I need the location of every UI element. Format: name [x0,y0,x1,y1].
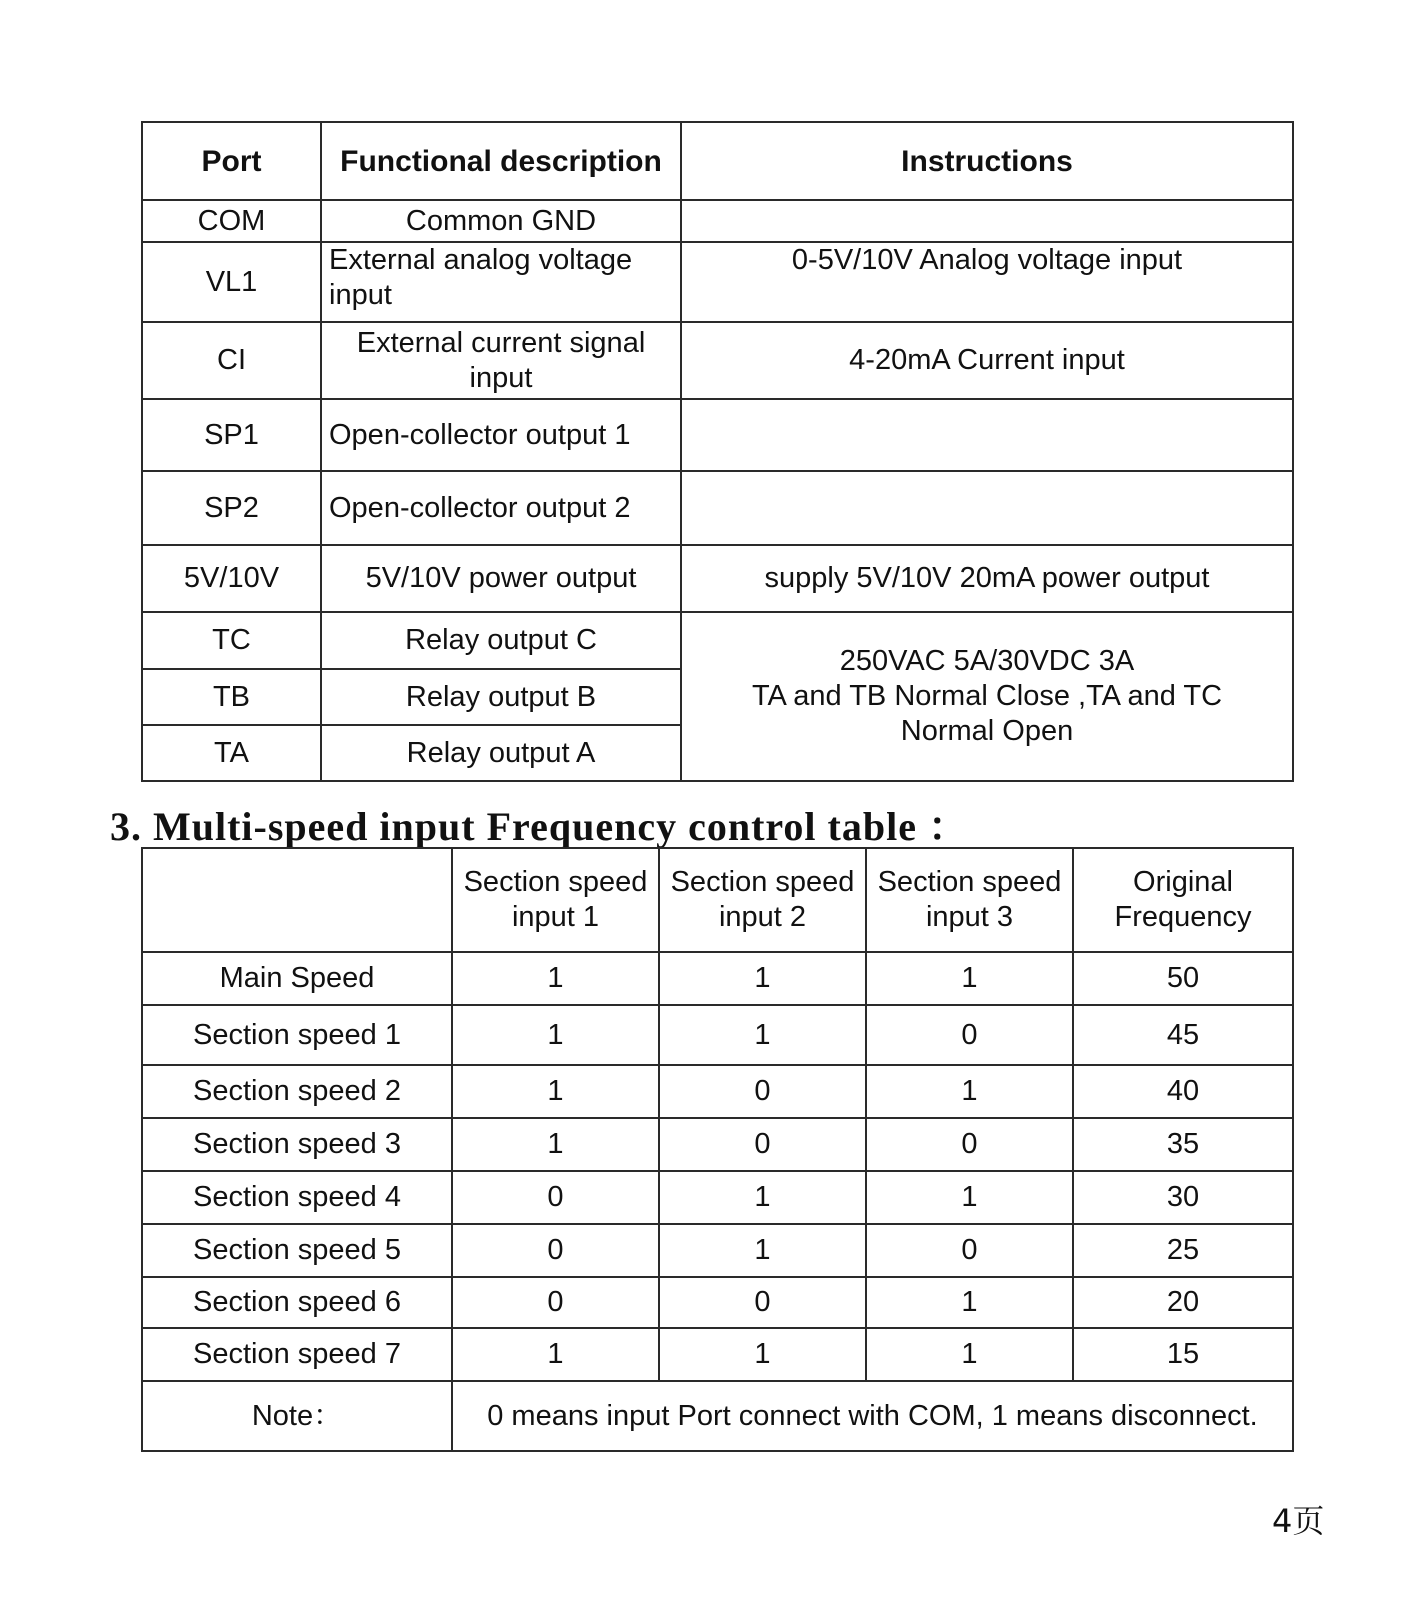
input-1-cell: 1 [452,1118,659,1171]
header-speed-input-2: Section speed input 2 [659,848,866,952]
input-2-cell: 0 [659,1277,866,1328]
header-port: Port [142,122,321,200]
speed-name-cell: Section speed 7 [142,1328,452,1381]
speed-name-cell: Section speed 5 [142,1224,452,1277]
frequency-cell: 30 [1073,1171,1293,1224]
table-row [142,1118,1293,1171]
port-cell: COM [142,200,321,242]
input-1-cell: 1 [452,1005,659,1065]
table-row [142,1277,1293,1328]
table-row [142,242,1293,322]
port-cell: CI [142,322,321,399]
input-1-cell: 0 [452,1277,659,1328]
input-2-cell: 1 [659,952,866,1005]
function-cell: Relay output A [321,725,681,781]
input-1-cell: 1 [452,1065,659,1118]
port-cell: TC [142,612,321,669]
port-cell: VL1 [142,242,321,322]
table-row [142,1224,1293,1277]
input-3-cell: 1 [866,952,1073,1005]
port-cell: TB [142,669,321,725]
input-2-cell: 1 [659,1005,866,1065]
note-label: Note： [142,1381,452,1451]
function-cell: Relay output B [321,669,681,725]
input-3-cell: 0 [866,1224,1073,1277]
frequency-cell: 40 [1073,1065,1293,1118]
note-text: 0 means input Port connect with COM, 1 means disconnect. [452,1381,1293,1451]
speed-name-cell: Section speed 2 [142,1065,452,1118]
input-1-cell: 0 [452,1171,659,1224]
instructions-cell: 4-20mA Current input [681,322,1293,399]
input-2-cell: 1 [659,1171,866,1224]
function-cell: External analog voltage input [321,242,681,322]
input-3-cell: 0 [866,1118,1073,1171]
speed-name-cell: Section speed 3 [142,1118,452,1171]
input-3-cell: 1 [866,1328,1073,1381]
speed-header-row [142,848,1293,952]
frequency-cell: 45 [1073,1005,1293,1065]
function-cell: 5V/10V power output [321,545,681,612]
table-row [142,399,1293,471]
header-instructions: Instructions [681,122,1293,200]
function-cell: Common GND [321,200,681,242]
port-cell: SP1 [142,399,321,471]
table-row [142,612,1293,669]
table-row [142,952,1293,1005]
table-row [142,200,1293,242]
instructions-cell [681,399,1293,471]
input-2-cell: 0 [659,1065,866,1118]
input-3-cell: 0 [866,1005,1073,1065]
speed-name-cell: Main Speed [142,952,452,1005]
header-blank [142,848,452,952]
speed-name-cell: Section speed 4 [142,1171,452,1224]
function-cell: Open-collector output 1 [321,399,681,471]
table-row [142,1065,1293,1118]
instructions-cell [681,200,1293,242]
relay-rating: 250VAC 5A/30VDC 3A [839,645,1135,677]
function-cell: External current signal input [321,322,681,399]
instructions-cell: supply 5V/10V 20mA power output [681,545,1293,612]
ports-header-row [142,122,1293,200]
speed-name-cell: Section speed 6 [142,1277,452,1328]
input-1-cell: 0 [452,1224,659,1277]
input-1-cell: 1 [452,1328,659,1381]
table-row [142,1328,1293,1381]
section-heading: 3. Multi-speed input Frequency control table ： [110,804,969,849]
header-original-frequency: Original Frequency [1073,848,1293,952]
table-row [142,1171,1293,1224]
port-cell: SP2 [142,471,321,545]
input-2-cell: 1 [659,1224,866,1277]
input-1-cell: 1 [452,952,659,1005]
relay-contact-note-cont: Normal Open [900,715,1074,747]
speed-table [141,847,1294,1452]
input-3-cell: 1 [866,1277,1073,1328]
function-cell: Open-collector output 2 [321,471,681,545]
instructions-cell: 0-5V/10V Analog voltage input [681,242,1293,322]
frequency-cell: 25 [1073,1224,1293,1277]
input-2-cell: 1 [659,1328,866,1381]
frequency-cell: 35 [1073,1118,1293,1171]
table-row [142,322,1293,399]
port-cell: TA [142,725,321,781]
input-2-cell: 0 [659,1118,866,1171]
frequency-cell: 15 [1073,1328,1293,1381]
input-3-cell: 1 [866,1065,1073,1118]
table-row [142,1005,1293,1065]
frequency-cell: 50 [1073,952,1293,1005]
page-number: 4页 [1272,1502,1325,1540]
header-functional-description: Functional description [321,122,681,200]
input-3-cell: 1 [866,1171,1073,1224]
port-cell: 5V/10V [142,545,321,612]
table-row [142,545,1293,612]
relay-contact-note: TA and TB Normal Close ,TA and TC [751,680,1223,712]
relay-instructions-cell [681,612,1293,781]
ports-table [141,121,1294,782]
frequency-cell: 20 [1073,1277,1293,1328]
function-cell: Relay output C [321,612,681,669]
note-row [142,1381,1293,1451]
header-speed-input-1: Section speed input 1 [452,848,659,952]
header-speed-input-3: Section speed input 3 [866,848,1073,952]
table-row [142,471,1293,545]
speed-name-cell: Section speed 1 [142,1005,452,1065]
instructions-cell [681,471,1293,545]
